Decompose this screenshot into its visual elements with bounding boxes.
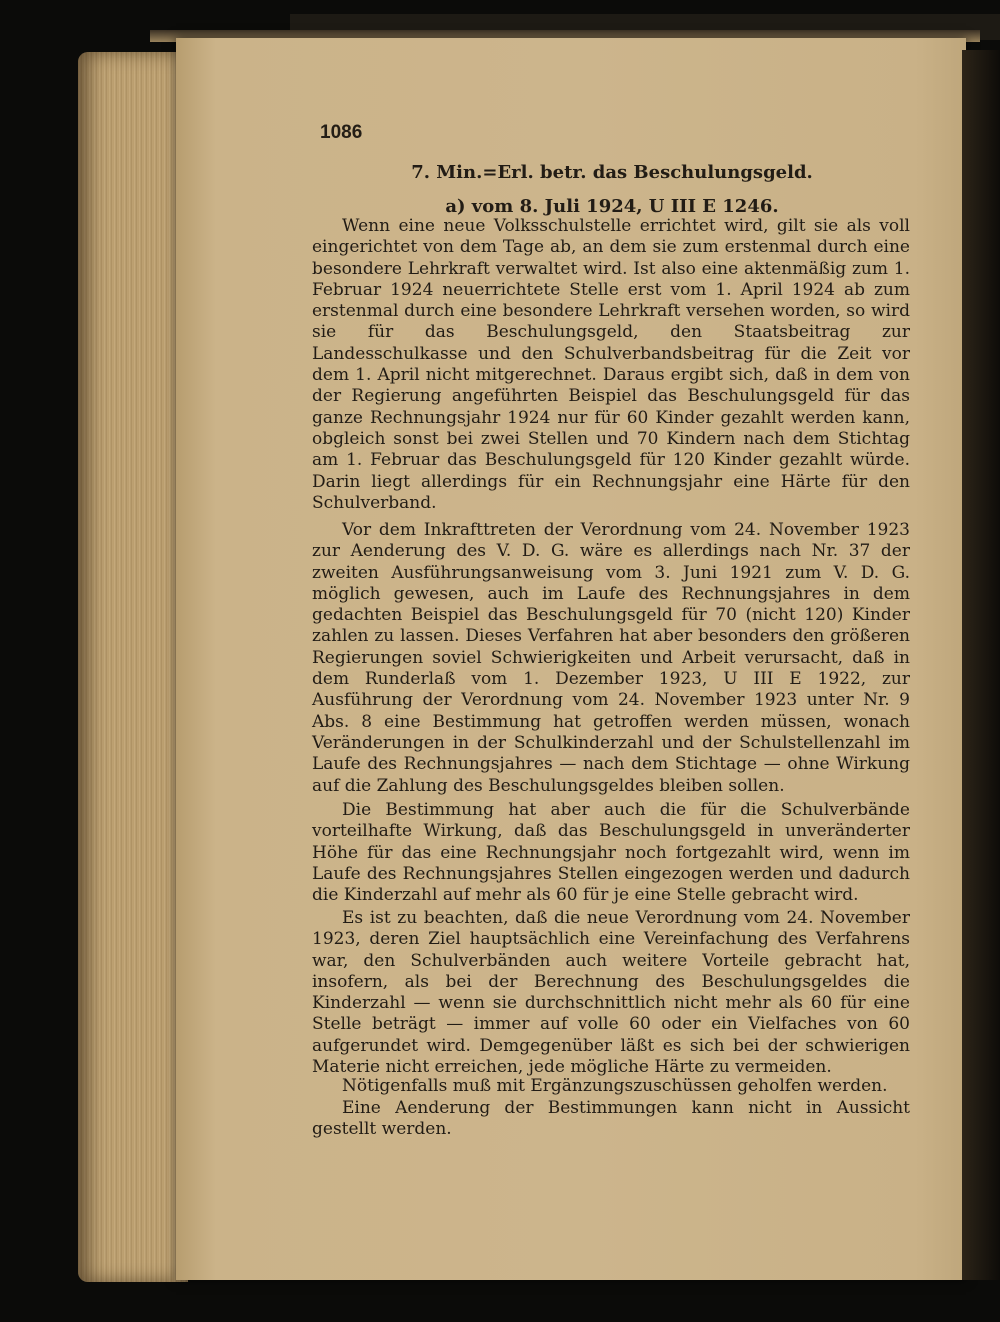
- paragraph-5: Nötigenfalls muß mit Ergänzungszuschüssen geholfen werden.: [342, 1076, 888, 1096]
- paragraph-1: Wenn eine neue Volksschulstelle errichtet wird, gilt sie als voll eingerichtet von dem Tage ab, an dem sie zum erstenmal durch eine besondere Lehrkraft verwaltet wird. Ist also eine aktenmäßig zum 1. Februar 1924 neuerrichtete Stelle erst vom 1. April 1924 ab zum erstenmal durch eine besondere Lehrkraft versehen worden, so wird sie für das Beschulungsgeld, den Staatsbeitrag zur Landesschulkasse und den Schulverbandsbeitrag für die Zeit vor dem 1. April nicht mitgerechnet. Daraus ergibt sich, daß in dem von der Regierung angeführten Beispiel das Beschulungsgeld für das ganze Rechnungsjahr 1924 nur für 60 Kinder gezahlt werden kann, obgleich sonst bei zwei Stellen und 70 Kindern nach dem Stichtag am 1. Februar das Beschulungsgeld für 120 Kinder gezahlt würde. Darin liegt allerdings für ein Rechnungsjahr eine Härte für den Schulverband.: [312, 216, 910, 513]
- book-gutter: [962, 50, 1000, 1280]
- paragraph-4: Es ist zu beachten, daß die neue Verordnung vom 24. November 1923, deren Ziel hauptsächlich eine Vereinfachung des Verfahrens war, den Schulverbänden auch weitere Vorteile gebracht hat, insofern, als bei der Berechnung des Beschulungsgeldes die Kinderzahl — wenn sie durchschnittlich nicht mehr als 60 für eine Stelle beträgt — immer auf volle 60 oder ein Vielfaches von 60 aufgerundet wird. Demgegenüber läßt es sich bei der schwierigen Materie nicht erreichen, jede mögliche Härte zu vermeiden.: [312, 908, 910, 1078]
- decree-date-heading: a) vom 8. Juli 1924, U III E 1246.: [445, 196, 779, 217]
- paragraph-2: Vor dem Inkrafttreten der Verordnung vom 24. November 1923 zur Aenderung des V. D. G. wäre es allerdings nach Nr. 37 der zweiten Ausführungsanweisung vom 3. Juni 1921 zum V. D. G. möglich gewesen, auch im Laufe des Rechnungsjahres in dem gedachten Beispiel das Beschulungsgeld für 70 (nicht 120) Kinder zahlen zu lassen. Dieses Verfahren hat aber besonders den größeren Regierungen soviel Schwierigkeiten und Arbeit verursacht, daß in dem Runderlaß vom 1. Dezember 1923, U III E 1922, zur Ausführung der Verordnung vom 24. November 1923 unter Nr. 9 Abs. 8 eine Bestimmung hat getroffen werden müssen, wonach Veränderungen in der Schulkinderzahl und der Schulstellenzahl im Laufe des Rechnungsjahres — nach dem Stichtage — ohne Wirkung auf die Zahlung des Beschulungsgeldes bleiben sollen.: [312, 520, 910, 796]
- section-heading: 7. Min.=Erl. betr. das Beschulungsgeld.: [411, 162, 813, 183]
- paragraph-6: Eine Aenderung der Bestimmungen kann nicht in Aussicht gestellt werden.: [312, 1098, 910, 1140]
- book-page-edges: [78, 52, 188, 1282]
- page-number: 1086: [320, 122, 363, 143]
- paragraph-3: Die Bestimmung hat aber auch die für die Schulverbände vorteilhafte Wirkung, daß das Beschulungsgeld in unveränderter Höhe für das eine Rechnungsjahr noch fortgezahlt wird, wenn im Laufe des Rechnungsjahres Stellen eingezogen werden und dadurch die Kinderzahl auf mehr als 60 für je eine Stelle gebracht wird.: [312, 800, 910, 906]
